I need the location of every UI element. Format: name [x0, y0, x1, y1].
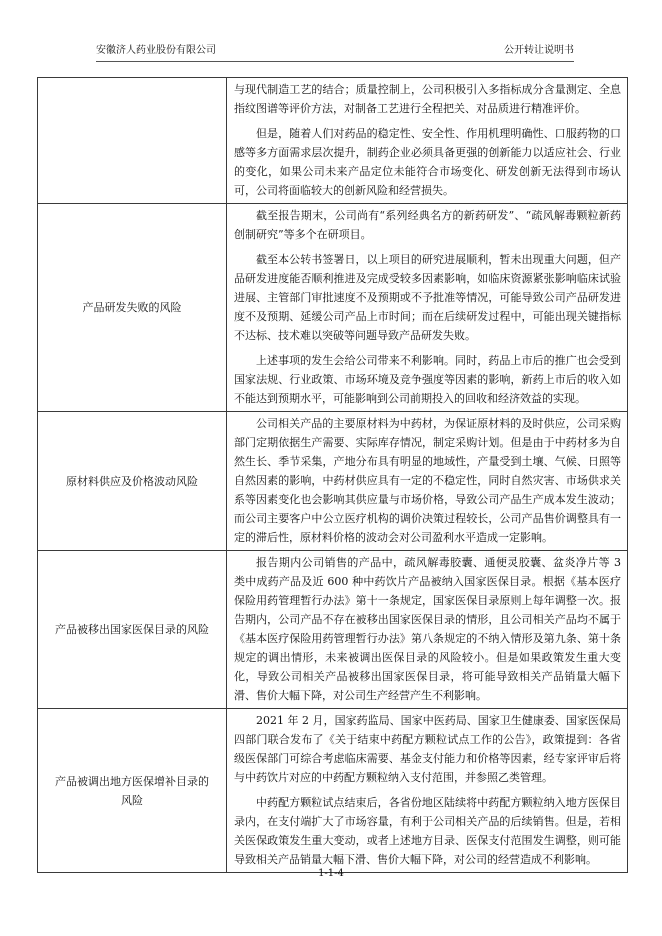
risk-table	[37, 77, 628, 873]
document-title: 公开转让说明书	[504, 45, 574, 56]
table-row	[38, 204, 628, 412]
risk-name-cell	[38, 204, 227, 412]
paragraph: 截至报告期末，公司尚有“系列经典名方的新药研发”、“疏风解毒颗粒新药创制研究”等多个在研项目。	[234, 209, 621, 241]
paragraph: 上述事项的发生会给公司带来不利影响。同时，药品上市后的推广也会受到国家法规、行业政策、市场环境及竞争强度等因素的影响，新药上市后的收入如不能达到预期水平，可能影响到公司前期投入的回收和经济效益的实现。	[234, 354, 621, 405]
table-row	[38, 551, 628, 709]
paragraph: 公司相关产品的主要原材料为中药材，为保证原材料的及时供应，公司采购部门定期依据生产需要、实际库存情况，制定采购计划。但是由于中药材多为自然生长、季节采集，产地分布具有明显的地域性，产量受到土壤、气候、日照等自然因素的影响，中药材供应具有一定的不稳定性，同时自然灾害、市场供求关系等因素变化也会影响其供应量与市场价格，导致公司产品生产成本发生波动；而公司主要客户中公立医疗机构的调价决策过程较长，公司产品售价调整具有一定的滞后性，原材料价格的波动会对公司盈利水平造成一定影响。	[234, 417, 621, 544]
risk-name: 原材料供应及价格波动风险	[66, 474, 198, 488]
risk-name-cell	[38, 78, 227, 204]
risk-name: 产品被调出地方医保增补目录的风险	[55, 774, 209, 807]
risk-description	[227, 412, 628, 551]
header-rule	[96, 61, 574, 62]
risk-name-cell	[38, 551, 227, 709]
risk-name-cell	[38, 709, 227, 873]
risk-name: 产品被移出国家医保目录的风险	[55, 623, 209, 636]
page-header	[96, 44, 574, 62]
risk-description	[227, 78, 628, 204]
page-number: 1-1-4	[318, 868, 344, 879]
risk-description	[227, 204, 628, 412]
risk-description	[227, 551, 628, 709]
company-name: 安徽济人药业股份有限公司	[96, 45, 216, 56]
paragraph: 2021 年 2 月，国家药监局、国家中医药局、国家卫生健康委、国家医保局四部门联合发布了《关于结束中药配方颗粒试点工作的公告》，政策提到：各省级医保部门可综合考虑临床需要、基金支付能力和价格等因素，经专家评审后将与中药饮片对应的中药配方颗粒纳入支付范围，并参照乙类管理。	[234, 714, 621, 784]
risk-description	[227, 709, 628, 873]
paragraph: 截至本公转书签署日，以上项目的研究进展顺利，暂未出现重大问题，但产品研发进度能否顺利推进及完成受较多因素影响，如临床资源紧张影响临床试验进展、主管部门审批速度不及预期或不予批准等情况，可能导致公司产品研发进度不及预期、延缓公司产品上市时间；而在后续研发过程中，可能出现关键指标不达标、技术难以突破等问题导致产品研发失败。	[234, 253, 621, 342]
paragraph: 但是，随着人们对药品的稳定性、安全性、作用机理明确性、口服药物的口感等多方面需求层次提升，制药企业必须具备更强的创新能力以适应社会、行业的变化，如果公司未来产品定位未能符合市场变化、研发创新无法得到市场认可，公司将面临较大的创新风险和经营损失。	[234, 127, 621, 197]
risk-name: 产品研发失败的风险	[82, 301, 182, 314]
table-row	[38, 78, 628, 204]
risk-name-cell	[38, 412, 227, 551]
paragraph: 报告期内公司销售的产品中，疏风解毒胶囊、通便灵胶囊、盆炎净片等 3 类中成药产品及近 600 种中药饮片产品被纳入国家医保目录。根据《基本医疗保险用药管理暂行办法》第十一条规定，国家医保目录原则上每年调整一次。报告期内，公司产品不存在被移出国家医保目录的情形，且公司相关产品均不属于《基本医疗保险用药管理暂行办法》第八条规定的不纳入情形及第九条、第十条规定的调出情形，未来被调出医保目录的风险较小。但是如果政策发生重大变化，导致公司相关产品被移出国家医保目录，将可能导致相关产品销量大幅下滑、售价大幅下降，对公司生产经营产生不利影响。	[234, 556, 621, 702]
table-row	[38, 709, 628, 873]
paragraph: 与现代制造工艺的结合；质量控制上，公司积极引入多指标成分含量测定、全息指纹图谱等评价方法，对制备工艺进行全程把关、对品质进行精准评价。	[234, 83, 621, 115]
paragraph: 中药配方颗粒试点结束后，各省份地区陆续将中药配方颗粒纳入地方医保目录内，在支付端扩大了市场容量，有利于公司相关产品的后续销售。但是，若相关医保政策发生重大变动，或者上述地方目录、医保支付范围发生调整，则可能导致相关产品销量大幅下滑、售价大幅下降，对公司的经营造成不利影响。	[234, 796, 621, 866]
table-row	[38, 412, 628, 551]
